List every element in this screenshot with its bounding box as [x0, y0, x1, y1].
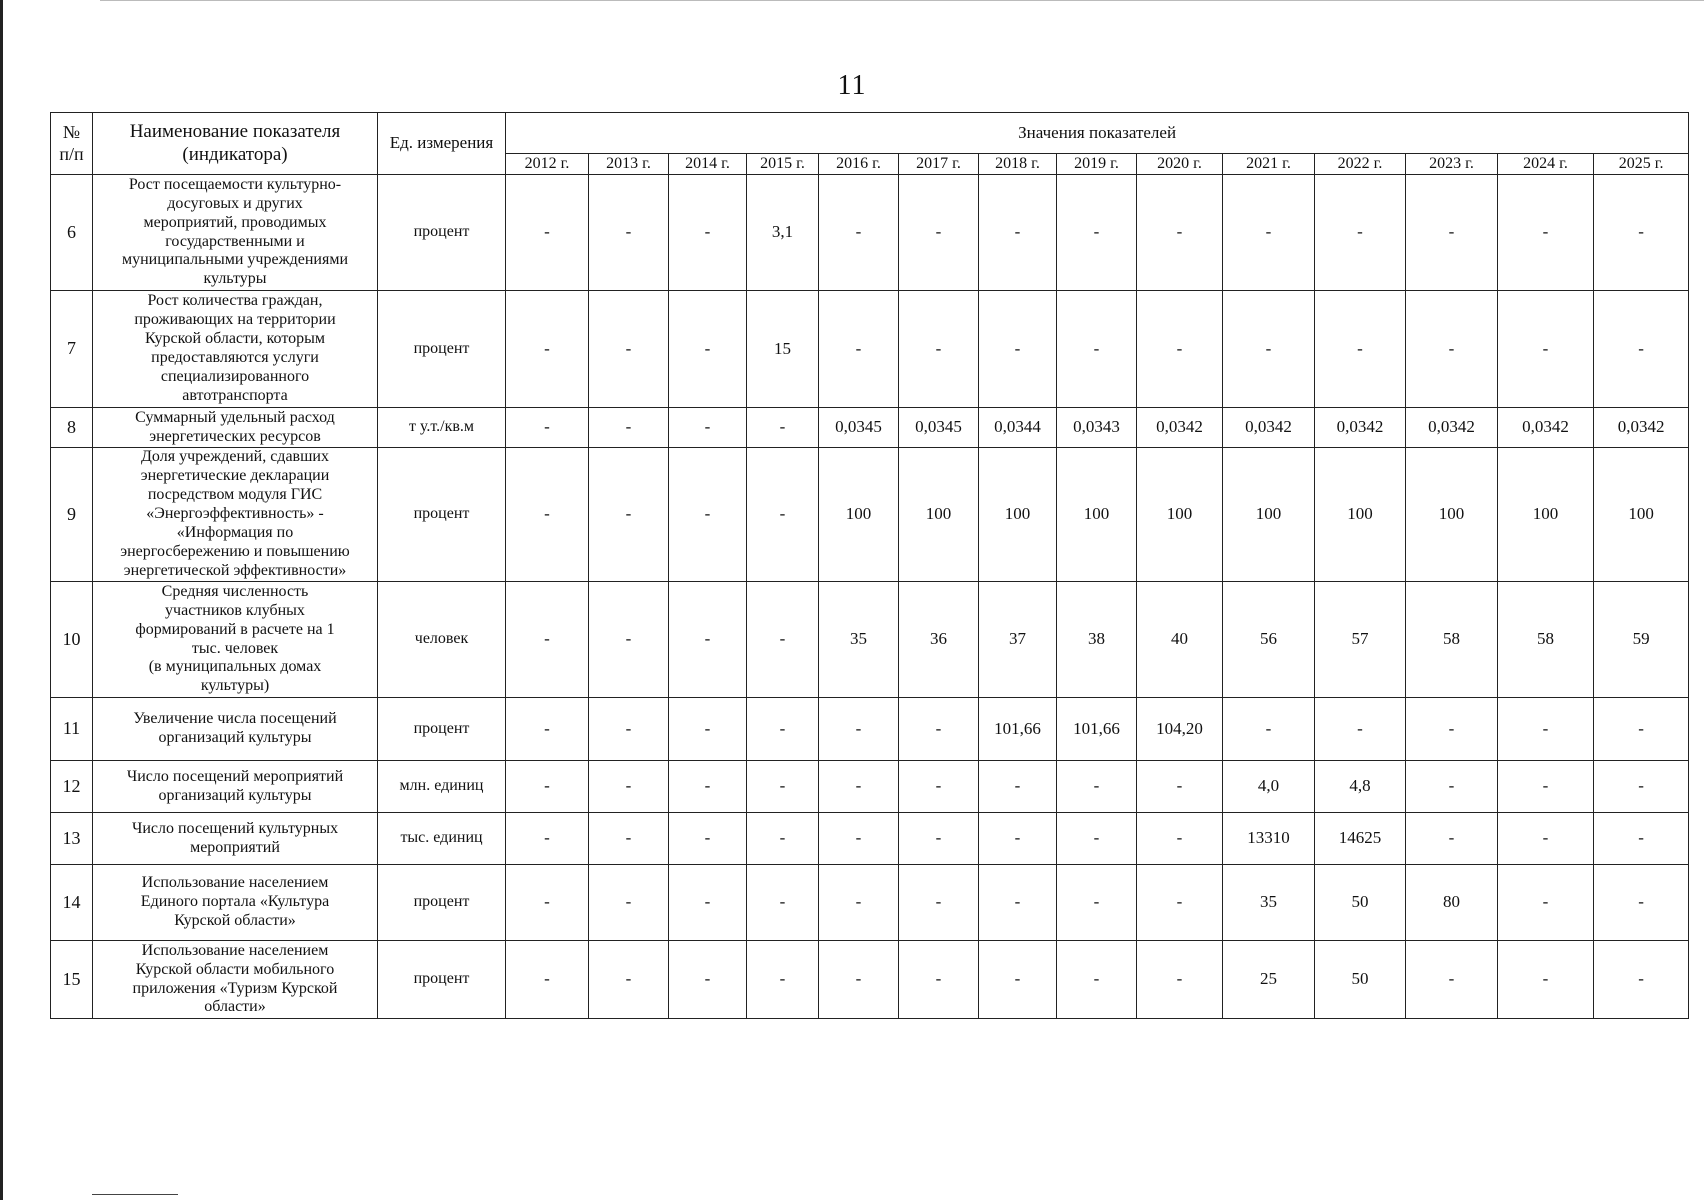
indicator-value: -: [1137, 865, 1223, 941]
indicator-value: -: [1406, 291, 1498, 408]
page-number: 11: [837, 70, 867, 101]
indicator-value: 15: [747, 291, 819, 408]
row-number: 10: [51, 582, 93, 698]
indicator-value: -: [669, 813, 747, 865]
header-year: 2021 г.: [1223, 154, 1315, 175]
indicator-value: -: [1315, 175, 1406, 291]
header-year: 2015 г.: [747, 154, 819, 175]
indicator-value: -: [747, 698, 819, 761]
indicator-value: -: [506, 761, 589, 813]
indicator-value: 0,0342: [1594, 408, 1689, 448]
indicator-value: -: [1315, 698, 1406, 761]
indicator-value: 100: [1057, 448, 1137, 582]
indicator-value: -: [979, 761, 1057, 813]
unit-of-measure: тыс. единиц: [378, 813, 506, 865]
indicator-value: -: [1498, 698, 1594, 761]
indicator-value: -: [747, 941, 819, 1019]
unit-of-measure: процент: [378, 941, 506, 1019]
indicator-value: -: [669, 175, 747, 291]
indicator-value: -: [1594, 941, 1689, 1019]
indicator-value: 100: [819, 448, 899, 582]
indicator-value: -: [506, 408, 589, 448]
table-row: [51, 698, 1689, 761]
indicator-value: -: [1223, 175, 1315, 291]
unit-of-measure: процент: [378, 865, 506, 941]
header-year: 2014 г.: [669, 154, 747, 175]
indicator-value: 80: [1406, 865, 1498, 941]
indicator-name: Суммарный удельный расход энергетических ресурсов: [93, 408, 378, 448]
unit-of-measure: процент: [378, 175, 506, 291]
indicator-name: Доля учреждений, сдавших энергетические декларации посредством модуля ГИС «Энергоэффективность» - «Информация по энергосбережению и повышению энергетической эффективности»: [93, 448, 378, 582]
indicator-value: -: [506, 175, 589, 291]
indicator-value: 100: [1137, 448, 1223, 582]
indicator-value: -: [899, 291, 979, 408]
indicator-name: Рост посещаемости культурно- досуговых и других мероприятий, проводимых государственными и муниципальными учреждениями культуры: [93, 175, 378, 291]
indicator-value: -: [1315, 291, 1406, 408]
indicator-value: -: [1498, 291, 1594, 408]
header-year: 2016 г.: [819, 154, 899, 175]
indicator-value: 101,66: [1057, 698, 1137, 761]
indicator-value: -: [979, 865, 1057, 941]
row-number: 13: [51, 813, 93, 865]
indicator-name: Средняя численность участников клубных формирований в расчете на 1 тыс. человек (в муниципальных домах культуры): [93, 582, 378, 698]
indicator-value: -: [819, 941, 899, 1019]
table-row: [51, 291, 1689, 408]
indicator-value: -: [1594, 865, 1689, 941]
indicator-value: -: [819, 698, 899, 761]
indicator-value: -: [1406, 761, 1498, 813]
indicator-value: -: [589, 761, 669, 813]
table-row: [51, 448, 1689, 582]
indicator-value: -: [747, 761, 819, 813]
indicator-value: -: [1498, 865, 1594, 941]
indicator-value: 13310: [1223, 813, 1315, 865]
header-indicator-name: [93, 113, 378, 175]
indicator-value: -: [669, 291, 747, 408]
indicator-value: -: [979, 175, 1057, 291]
indicator-value: -: [819, 175, 899, 291]
indicator-value: 57: [1315, 582, 1406, 698]
indicator-value: -: [1057, 813, 1137, 865]
indicator-value: -: [1594, 698, 1689, 761]
indicator-value: -: [506, 698, 589, 761]
header-year: 2012 г.: [506, 154, 589, 175]
indicator-value: -: [589, 941, 669, 1019]
indicator-value: -: [1223, 698, 1315, 761]
header-year: 2024 г.: [1498, 154, 1594, 175]
row-number: 7: [51, 291, 93, 408]
indicators-table: [50, 112, 1689, 1019]
table-row: [51, 408, 1689, 448]
indicator-value: -: [747, 408, 819, 448]
indicator-value: -: [589, 175, 669, 291]
indicator-value: 0,0342: [1498, 408, 1594, 448]
indicator-value: -: [899, 698, 979, 761]
indicator-value: -: [1223, 291, 1315, 408]
indicator-value: -: [1137, 175, 1223, 291]
header-unit: Ед. измерения: [378, 113, 506, 175]
indicator-value: -: [1594, 813, 1689, 865]
indicator-value: 0,0342: [1137, 408, 1223, 448]
indicator-value: 4,8: [1315, 761, 1406, 813]
indicator-value: -: [1057, 865, 1137, 941]
indicator-value: 101,66: [979, 698, 1057, 761]
indicator-value: 36: [899, 582, 979, 698]
table-row: [51, 761, 1689, 813]
footnote-rule: [92, 1194, 178, 1195]
indicator-value: -: [979, 291, 1057, 408]
indicator-value: -: [1498, 941, 1594, 1019]
indicator-value: -: [979, 813, 1057, 865]
indicator-value: -: [1594, 761, 1689, 813]
indicator-value: 50: [1315, 941, 1406, 1019]
indicator-value: -: [589, 865, 669, 941]
indicator-value: 100: [1594, 448, 1689, 582]
header-year: 2025 г.: [1594, 154, 1689, 175]
indicator-value: -: [899, 761, 979, 813]
header-year: 2022 г.: [1315, 154, 1406, 175]
indicator-value: -: [506, 291, 589, 408]
indicator-value: -: [1057, 941, 1137, 1019]
indicator-value: 58: [1406, 582, 1498, 698]
indicator-value: 4,0: [1223, 761, 1315, 813]
indicator-name: Использование населением Единого портала «Культура Курской области»: [93, 865, 378, 941]
indicator-value: -: [1057, 175, 1137, 291]
unit-of-measure: процент: [378, 698, 506, 761]
indicator-value: -: [899, 865, 979, 941]
indicator-value: -: [899, 941, 979, 1019]
unit-of-measure: т у.т./кв.м: [378, 408, 506, 448]
row-number: 8: [51, 408, 93, 448]
indicator-value: -: [1137, 291, 1223, 408]
row-number: 11: [51, 698, 93, 761]
table-row: [51, 813, 1689, 865]
indicator-value: -: [1498, 761, 1594, 813]
header-year: 2018 г.: [979, 154, 1057, 175]
header-values-title: Значения показателей: [506, 113, 1689, 154]
header-number: [51, 113, 93, 175]
indicator-value: 14625: [1315, 813, 1406, 865]
row-number: 9: [51, 448, 93, 582]
indicator-value: -: [669, 582, 747, 698]
indicator-value: -: [899, 175, 979, 291]
indicator-value: -: [979, 941, 1057, 1019]
indicator-value: 0,0345: [819, 408, 899, 448]
indicator-value: 0,0343: [1057, 408, 1137, 448]
indicator-value: -: [1057, 761, 1137, 813]
indicator-value: 38: [1057, 582, 1137, 698]
indicator-value: -: [819, 291, 899, 408]
indicator-value: -: [1498, 175, 1594, 291]
indicator-value: -: [1137, 761, 1223, 813]
unit-of-measure: процент: [378, 448, 506, 582]
left-page-edge: [0, 0, 3, 1200]
indicator-value: 0,0344: [979, 408, 1057, 448]
indicator-value: -: [589, 582, 669, 698]
indicator-value: 100: [979, 448, 1057, 582]
table-header: [51, 113, 1689, 175]
indicator-value: -: [669, 448, 747, 582]
indicator-value: -: [669, 698, 747, 761]
unit-of-measure: человек: [378, 582, 506, 698]
indicator-value: 35: [819, 582, 899, 698]
indicator-value: -: [1406, 941, 1498, 1019]
indicator-name: Число посещений мероприятий организаций культуры: [93, 761, 378, 813]
indicator-value: -: [589, 448, 669, 582]
indicator-value: 25: [1223, 941, 1315, 1019]
indicator-name: Рост количества граждан, проживающих на территории Курской области, которым предоставляются услуги специализированного автотранспорта: [93, 291, 378, 408]
indicator-value: -: [1594, 291, 1689, 408]
indicator-value: -: [747, 448, 819, 582]
header-year: 2013 г.: [589, 154, 669, 175]
header-year: 2020 г.: [1137, 154, 1223, 175]
indicator-value: 37: [979, 582, 1057, 698]
indicator-value: -: [747, 582, 819, 698]
indicator-value: 100: [899, 448, 979, 582]
indicator-value: -: [1594, 175, 1689, 291]
indicator-value: -: [506, 865, 589, 941]
indicator-value: 0,0342: [1406, 408, 1498, 448]
indicator-value: 40: [1137, 582, 1223, 698]
indicator-value: 100: [1406, 448, 1498, 582]
header-year: 2023 г.: [1406, 154, 1498, 175]
indicator-value: -: [819, 761, 899, 813]
indicator-value: -: [1137, 813, 1223, 865]
indicator-name: Число посещений культурных мероприятий: [93, 813, 378, 865]
indicator-value: -: [589, 813, 669, 865]
indicator-value: -: [506, 448, 589, 582]
indicator-value: 100: [1223, 448, 1315, 582]
indicator-value: -: [899, 813, 979, 865]
indicator-value: -: [506, 941, 589, 1019]
indicator-value: 58: [1498, 582, 1594, 698]
indicator-value: -: [589, 698, 669, 761]
indicator-value: 59: [1594, 582, 1689, 698]
indicator-value: -: [819, 865, 899, 941]
indicator-value: -: [589, 408, 669, 448]
indicator-value: -: [669, 865, 747, 941]
indicator-value: 50: [1315, 865, 1406, 941]
unit-of-measure: млн. единиц: [378, 761, 506, 813]
indicator-value: 100: [1498, 448, 1594, 582]
indicator-value: -: [747, 865, 819, 941]
indicator-name: Использование населением Курской области мобильного приложения «Туризм Курской области»: [93, 941, 378, 1019]
indicator-value: -: [1406, 175, 1498, 291]
indicator-value: 0,0345: [899, 408, 979, 448]
indicator-value: 0,0342: [1315, 408, 1406, 448]
table-body: [51, 175, 1689, 1019]
table-row: [51, 582, 1689, 698]
indicator-value: -: [589, 291, 669, 408]
row-number: 12: [51, 761, 93, 813]
table-row: [51, 941, 1689, 1019]
indicator-value: 100: [1315, 448, 1406, 582]
row-number: 15: [51, 941, 93, 1019]
indicator-value: -: [1406, 698, 1498, 761]
indicator-value: 0,0342: [1223, 408, 1315, 448]
indicator-value: -: [1137, 941, 1223, 1019]
indicator-value: -: [819, 813, 899, 865]
header-row-top: [51, 113, 1689, 154]
indicator-value: -: [669, 408, 747, 448]
indicator-value: -: [669, 941, 747, 1019]
header-year: 2017 г.: [899, 154, 979, 175]
table-row: [51, 865, 1689, 941]
indicator-value: -: [747, 813, 819, 865]
indicator-value: 104,20: [1137, 698, 1223, 761]
indicator-value: -: [669, 761, 747, 813]
header-year: 2019 г.: [1057, 154, 1137, 175]
table-row: [51, 175, 1689, 291]
indicator-value: -: [1057, 291, 1137, 408]
indicator-name: Увеличение числа посещений организаций культуры: [93, 698, 378, 761]
indicator-value: -: [1406, 813, 1498, 865]
indicator-value: 3,1: [747, 175, 819, 291]
top-edge-line: [100, 0, 1704, 1]
row-number: 14: [51, 865, 93, 941]
header-name-label: Наименование показателя (индикатора): [129, 121, 341, 165]
header-number-label: № п/п: [59, 122, 84, 164]
indicator-value: 56: [1223, 582, 1315, 698]
indicator-value: -: [506, 582, 589, 698]
row-number: 6: [51, 175, 93, 291]
indicator-value: -: [1498, 813, 1594, 865]
indicator-value: -: [506, 813, 589, 865]
unit-of-measure: процент: [378, 291, 506, 408]
indicator-value: 35: [1223, 865, 1315, 941]
